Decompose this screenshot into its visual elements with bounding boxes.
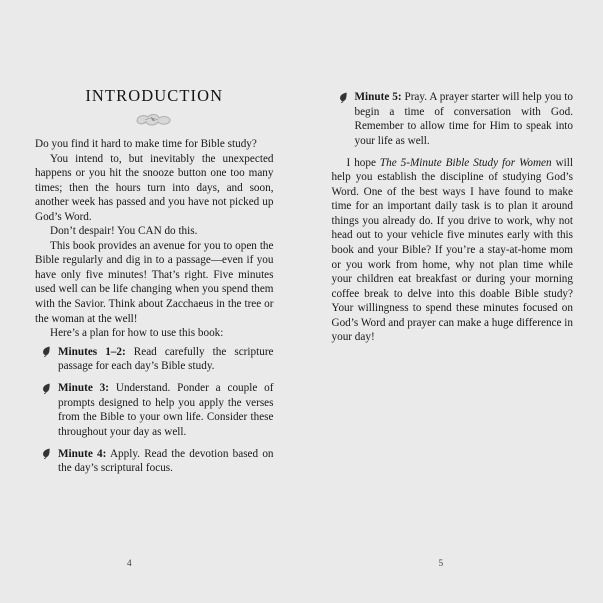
list-item-term: Minutes 1–2: [58,345,126,358]
leaf-fleuron-bullet-icon [42,346,51,357]
right-page [302,0,603,603]
page-title: INTRODUCTION [85,86,224,105]
leaf-fleuron-bullet-icon [42,448,51,459]
paragraph: Do you find it hard to make time for Bible study? [35,138,257,150]
paragraph: Here’s a plan for how to use this book: [50,327,224,340]
page-number: 5 [438,558,444,568]
leaf-fleuron-bullet-icon [339,92,348,103]
list-item-term: Minute 5: [354,91,402,103]
paragraph: This book provides an avenue for you to open the Bible regularly and dig in to a passage—even if you have only five minutes! That’s right. Five minutes used well can be life changing when you spend them with the Savior. Think about Zacchaeus in the tree or the woman at the well! [35,239,274,325]
list-item-text: Apply. Read the devotion based on the day’s scriptural focus. [58,447,274,475]
list-item-text: Read carefully the scripture passage for each day’s Bible study. [58,345,274,373]
list-item [35,345,274,374]
list-item [332,90,574,148]
list-item-term: Minute 3: [58,382,109,395]
page-number: 4 [127,558,132,568]
instruction-list [35,345,274,476]
paragraph: Don’t despair! You CAN do this. [50,225,198,238]
paragraph: You intend to, but inevitably the unexpected happens or you hit the snooze button one too many times; then the hours turn into days, and soon, another week has passed and you have not picked up God’s Word. [35,152,274,223]
floral-flourish-ornament [131,111,177,128]
list-item [35,447,274,476]
leaf-fleuron-bullet-icon [42,383,51,394]
referenced-book-title: The 5-Minute Bible Study for Women [379,156,552,169]
closing-paragraph-lead: I hope [346,156,380,169]
list-item-text: Pray. A prayer starter will help you to begin a time of conversation with God. Remember to allow time for Him to speak into your life as well. [354,91,573,147]
list-item-term: Minute 4: [58,447,107,460]
instruction-list-continued [332,90,574,148]
list-item [35,381,274,439]
closing-paragraph-rest: will help you establish the discipline of studying God’s Word. One of the best ways I have found to make time for an important daily task is to plan it around things you already do. If you drive to work, why not head out to your vehicle five minutes early with this book and your Bible? If you’re a stay-at-home mom or you work from home, why not plan time while your children eat breakfast or during your morning coffee break to delve into this doable Bible study? Your willingness to spend these minutes focused on God’s Word and prayer can make a huge difference in your day! [331,156,573,344]
list-item-text: Understand. Ponder a couple of prompts designed to help you apply the verses from the Bible to your own life. Consider these throughout your day as well. [58,382,274,438]
closing-paragraph [332,156,574,345]
